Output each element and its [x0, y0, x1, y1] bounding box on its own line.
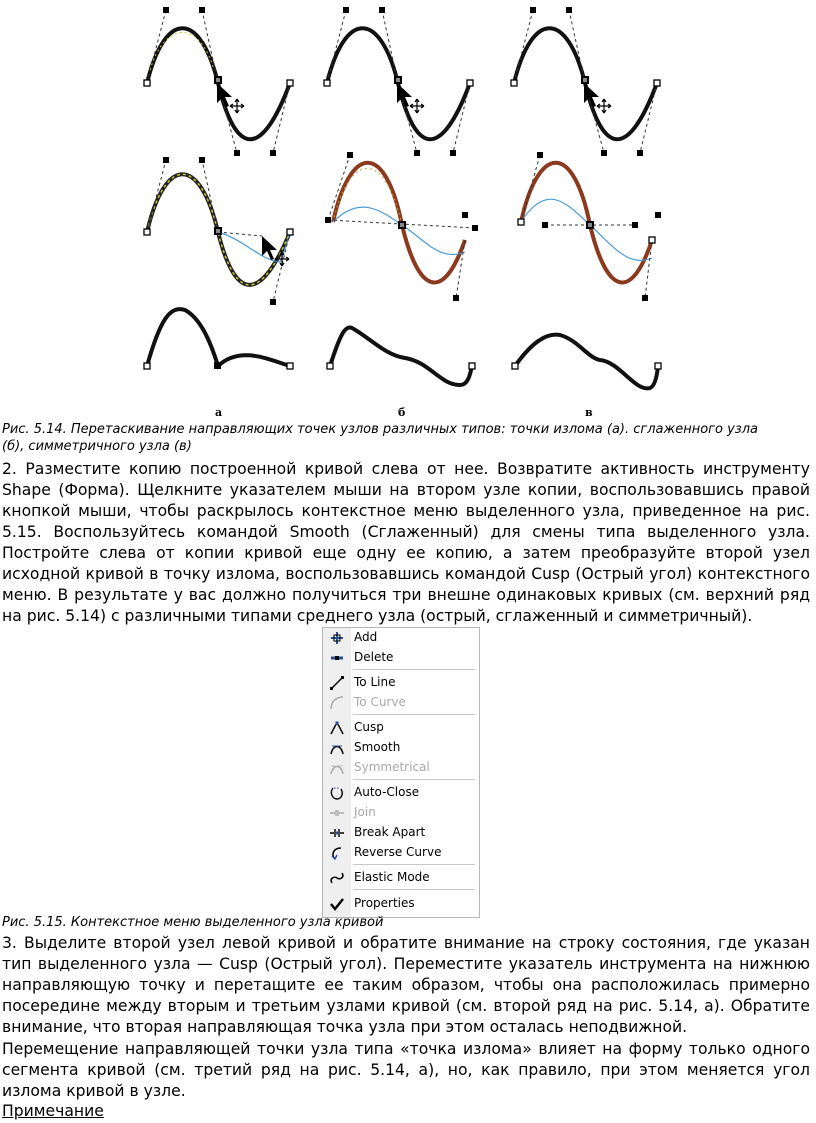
figure-5-14-caption	[2, 421, 758, 455]
text-line: Shape (Форма). Щелкните указателем мыши на втором узле копии, воспользовавшись правой	[2, 481, 810, 499]
join-icon	[329, 805, 345, 821]
menu-item-reverse-curve[interactable]	[323, 843, 479, 862]
row2-col-a	[144, 157, 293, 305]
menu-item-auto-close[interactable]	[323, 783, 479, 802]
menu-item-label: To Line	[354, 675, 396, 689]
menu-item-to-line[interactable]	[323, 673, 479, 692]
text-line: исходной кривой в точку излома, воспользовавшись командой Cusp (Острый угол) контекстного	[2, 565, 810, 583]
text-line: Постройте слева от копии кривой еще одну ее копию, а затем преобразуйте второй узел	[2, 544, 810, 562]
menu-item-properties[interactable]	[323, 894, 479, 913]
text-line: 5.15. Воспользуйтесь командой Smooth (Сглаженный) для смены типа выделенного узла.	[2, 523, 810, 541]
text-line: сегмента кривой (см. третий ряд на рис. 5.14, а), но, как правило, при этом меняется угол	[2, 1061, 810, 1079]
figure-label-b: б	[398, 406, 406, 419]
menu-item-label: Join	[354, 805, 376, 819]
text-line: внимание, что вторая направляющая точка узла при этом осталась неподвижной.	[2, 1018, 688, 1036]
menu-item-add[interactable]	[323, 628, 479, 647]
menu-item-label: Add	[354, 630, 378, 644]
menu-item-label: Cusp	[354, 720, 384, 734]
reverse-curve-icon	[329, 845, 345, 861]
break-apart-icon	[329, 825, 345, 841]
caption-line: (б), симметричного узла (в)	[2, 439, 192, 454]
add-node-icon	[329, 630, 345, 646]
menu-item-smooth[interactable]	[323, 738, 479, 757]
menu-separator	[353, 779, 475, 780]
cusp-icon	[329, 720, 345, 736]
paragraph-2	[2, 459, 810, 627]
menu-item-cusp[interactable]	[323, 718, 479, 737]
smooth-icon	[329, 740, 345, 756]
menu-separator	[353, 714, 475, 715]
row1-col-b	[324, 7, 473, 156]
elastic-mode-icon	[329, 870, 345, 886]
menu-item-elastic-mode[interactable]	[323, 868, 479, 887]
node-context-menu	[322, 627, 480, 918]
menu-item-label: Elastic Mode	[354, 870, 430, 884]
text-line: тип выделенного узла — Cusp (Острый угол). Переместите указатель инструмента на нижнюю	[2, 955, 810, 973]
text-line: излома кривой в узле.	[2, 1082, 186, 1100]
row2-col-b	[325, 152, 478, 301]
auto-close-icon	[329, 785, 345, 801]
row3-col-a	[144, 309, 293, 369]
text-line: меню. В результате у вас должно получиться три внешне одинаковых кривых (см. верхний ряд	[2, 586, 810, 604]
figure-label-c: в	[585, 406, 593, 419]
row2-col-c	[518, 152, 661, 301]
menu-item-label: Symmetrical	[354, 760, 430, 774]
menu-item-label: Properties	[354, 896, 415, 910]
menu-item-label: Reverse Curve	[354, 845, 442, 859]
caption-line: Рис. 5.14. Перетаскивание направляющих точек узлов различных типов: точки излома (а). сглаженного узла	[2, 422, 758, 437]
figure-5-14	[0, 0, 816, 420]
menu-separator	[353, 669, 475, 670]
row3-col-b	[327, 327, 475, 385]
menu-separator	[353, 889, 475, 890]
note-heading: Примечание	[2, 1102, 104, 1120]
paragraph-3	[2, 933, 810, 1038]
menu-item-delete[interactable]	[323, 648, 479, 667]
row3-col-c	[512, 335, 661, 389]
menu-item-label: Smooth	[354, 740, 401, 754]
text-line: направляющую точку и перетащите ее таким образом, чтобы она расположилась примерно	[2, 976, 810, 994]
menu-item-to-curve[interactable]	[323, 693, 479, 712]
paragraph-4	[2, 1039, 810, 1102]
to-line-icon	[329, 675, 345, 691]
symmetrical-icon	[329, 760, 345, 776]
to-curve-icon	[329, 695, 345, 711]
text-line: 3. Выделите второй узел левой кривой и обратите внимание на строку состояния, где указан	[2, 934, 810, 952]
text-line: кнопкой мыши, чтобы раскрылось контекстное меню выделенного узла, приведенное на рис.	[2, 502, 810, 520]
menu-item-label: Auto-Close	[354, 785, 420, 799]
figure-5-15-caption: Рис. 5.15. Контекстное меню выделенного узла кривой	[2, 915, 384, 930]
delete-node-icon	[329, 650, 345, 666]
menu-item-break-apart[interactable]	[323, 823, 479, 842]
row1-col-a	[144, 7, 293, 156]
menu-item-label: Break Apart	[354, 825, 426, 839]
menu-item-symmetrical[interactable]	[323, 758, 479, 777]
menu-item-join[interactable]	[323, 803, 479, 822]
row1-col-c	[511, 7, 660, 156]
text-line: 2. Разместите копию построенной кривой слева от нее. Возвратите активность инструменту	[2, 460, 810, 478]
checkmark-icon	[329, 896, 345, 912]
text-line: на рис. 5.14) с различными типами среднего узла (острый, сглаженный и симметричный).	[2, 607, 753, 625]
figure-label-a: а	[215, 406, 223, 419]
menu-item-label: Delete	[354, 650, 394, 664]
menu-item-label: To Curve	[354, 695, 406, 709]
menu-separator	[353, 864, 475, 865]
text-line: Перемещение направляющей точки узла типа «точка излома» влияет на форму только одного	[2, 1040, 810, 1058]
text-line: посередине между вторым и третьим узлами кривой (см. второй ряд на рис. 5.14, а). Обратите	[2, 997, 810, 1015]
